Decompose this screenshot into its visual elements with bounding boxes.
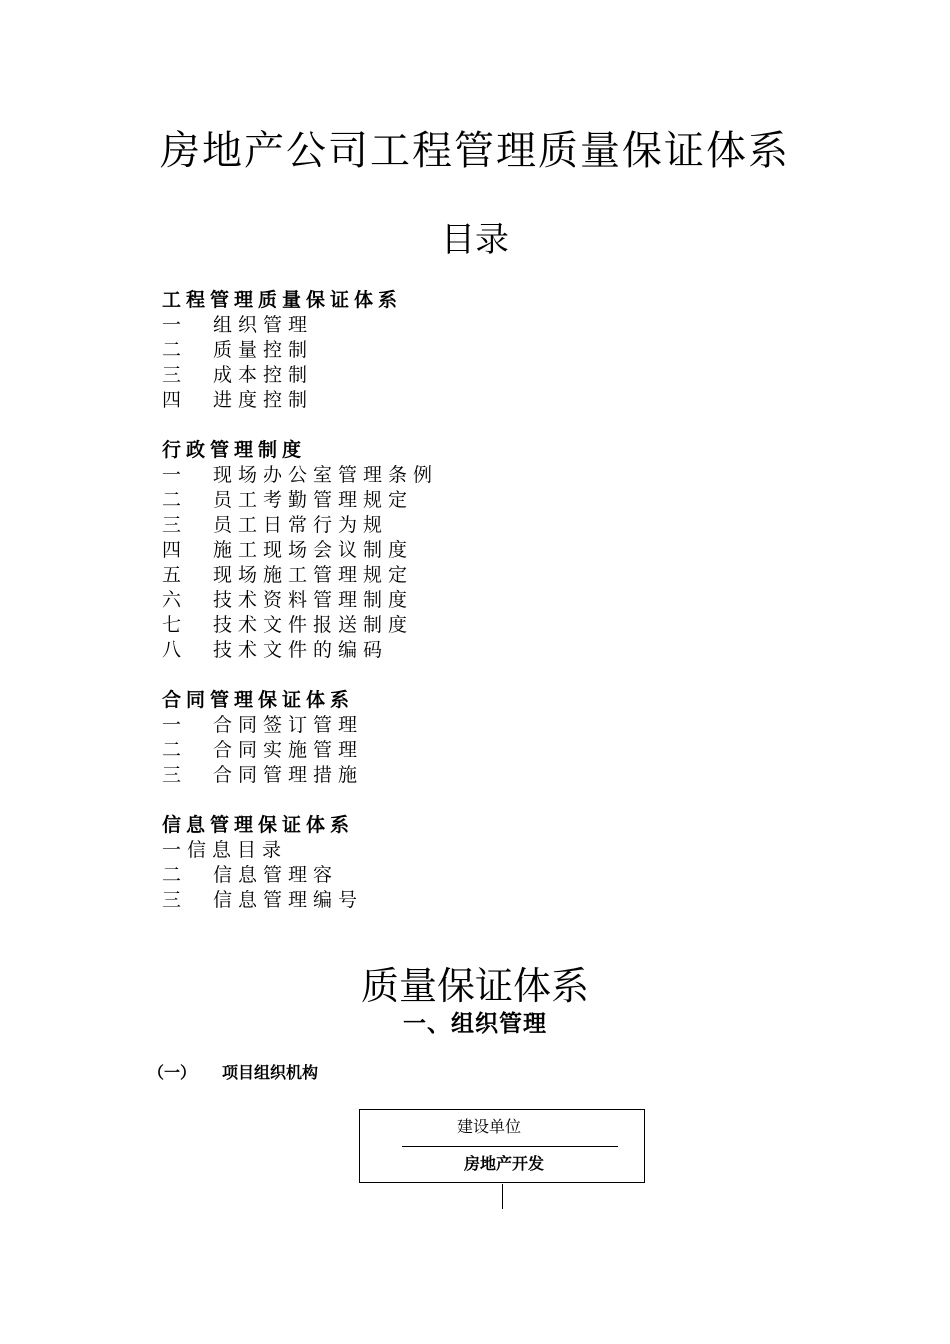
toc-item-number: 三 <box>162 364 188 386</box>
toc-section-heading: 信息管理保证体系 <box>162 814 355 836</box>
toc-item-text: 信息管理容 <box>213 864 339 886</box>
toc-item-text: 进度控制 <box>213 389 314 411</box>
toc-item <box>162 488 762 513</box>
toc-item-number: 七 <box>162 614 188 636</box>
toc-item <box>162 888 762 913</box>
toc-item-text: 合同实施管理 <box>213 739 364 761</box>
toc-item <box>162 513 762 538</box>
org-chart-top-box <box>359 1109 645 1183</box>
toc-item-number: 一 <box>162 839 188 861</box>
toc-item-text: 现场施工管理规定 <box>213 564 414 586</box>
org-chart-connector-line <box>502 1184 503 1209</box>
toc-item-text: 员工日常行为规 <box>213 514 389 536</box>
toc-item-text: 组织管理 <box>213 314 314 336</box>
toc-item-number: 一 <box>162 314 188 336</box>
toc-item <box>162 738 762 763</box>
toc-item <box>162 538 762 563</box>
toc-section-heading: 工程管理质量保证体系 <box>162 289 403 311</box>
toc-item-number: 二 <box>162 864 188 886</box>
subsection-title: 项目组织机构 <box>222 1063 319 1082</box>
toc-item-text: 技术资料管理制度 <box>213 589 414 611</box>
org-box-divider <box>402 1146 618 1147</box>
toc-item-number: 三 <box>162 514 188 536</box>
toc-item <box>162 338 762 363</box>
toc-item <box>162 613 762 638</box>
org-box-name: 房地产开发 <box>463 1154 544 1173</box>
toc-spacer <box>162 663 762 688</box>
toc-item-text: 信息管理编号 <box>213 889 364 911</box>
chapter-title: 一、组织管理 <box>403 1010 547 1037</box>
toc-item <box>162 838 762 863</box>
toc-item-number: 一 <box>162 464 188 486</box>
toc-item <box>162 763 762 788</box>
toc-item <box>162 863 762 888</box>
toc-item-number: 三 <box>162 764 188 786</box>
toc-item-number: 三 <box>162 889 188 911</box>
toc-item-number: 四 <box>162 389 188 411</box>
toc-item-text: 技术文件的编码 <box>213 639 389 661</box>
toc-item-number: 五 <box>162 564 188 586</box>
toc-item-text: 施工现场会议制度 <box>213 539 414 561</box>
toc-item-text: 现场办公室管理条例 <box>213 464 439 486</box>
toc-item <box>162 363 762 388</box>
org-box-label: 建设单位 <box>456 1117 521 1136</box>
toc-item-number: 二 <box>162 339 188 361</box>
toc-item <box>162 713 762 738</box>
toc-item-number: 六 <box>162 589 188 611</box>
toc-item <box>162 388 762 413</box>
toc-item <box>162 313 762 338</box>
toc-item-number: 一 <box>162 714 188 736</box>
document-title: 房地产公司工程管理质量保证体系 <box>160 128 790 174</box>
toc-item-number: 二 <box>162 489 188 511</box>
toc-section-heading: 合同管理保证体系 <box>162 689 355 711</box>
toc-item-text: 合同管理措施 <box>213 764 364 786</box>
toc-item-text: 技术文件报送制度 <box>213 614 414 636</box>
toc-item-text: 质量控制 <box>213 339 314 361</box>
toc-section-heading: 行政管理制度 <box>162 439 307 461</box>
toc-item <box>162 638 762 663</box>
toc-item-number: 二 <box>162 739 188 761</box>
toc-item-text: 成本控制 <box>213 364 314 386</box>
toc-item-text: 合同签订管理 <box>213 714 364 736</box>
toc-item <box>162 463 762 488</box>
subsection-number: （一） <box>148 1063 197 1082</box>
toc-spacer <box>162 788 762 813</box>
toc-title: 目录 <box>441 220 509 260</box>
toc-item <box>162 588 762 613</box>
section-title: 质量保证体系 <box>360 964 589 1008</box>
subsection-heading <box>148 1062 318 1084</box>
toc-item-text: 员工考勤管理规定 <box>213 489 414 511</box>
toc-item-number: 四 <box>162 539 188 561</box>
toc-item-number: 八 <box>162 639 188 661</box>
toc-item-text: 信息目录 <box>187 839 288 861</box>
toc-spacer <box>162 413 762 438</box>
toc-item <box>162 563 762 588</box>
table-of-contents <box>162 288 762 913</box>
